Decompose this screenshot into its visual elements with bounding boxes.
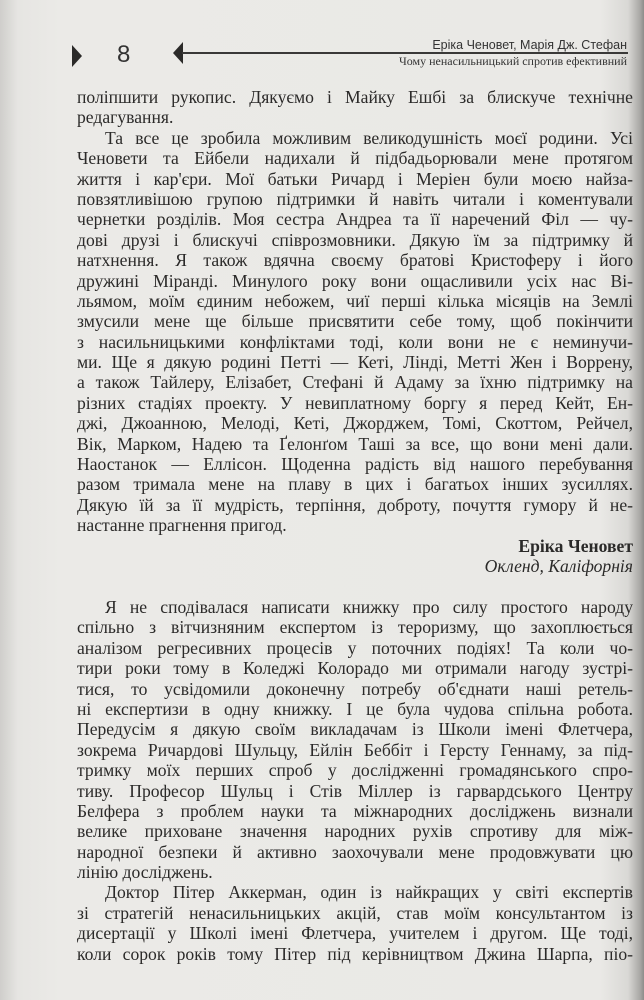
- text-line: аналізом регресивних процесів у поточних подіях! Та коли чо-: [77, 637, 633, 658]
- text-line: поліпшити рукопис. Дякуємо і Майку Ешбі за блискуче технічне: [77, 87, 633, 107]
- acknowledgements-section-1: [77, 87, 633, 576]
- header-authors: Еріка Ченовет, Марія Дж. Стефан: [432, 38, 627, 52]
- text-line: Дякую їй за її мудрість, терпіння, доброту, почуття гумору й не-: [77, 494, 633, 515]
- text-line: Наостанок — Еллісон. Щоденна радість від нашого перебування: [77, 454, 633, 475]
- text-line: Передусім я дякую своїм викладачам із Школи імені Флетчера,: [77, 719, 633, 740]
- text-line: Я не сподівалася написати книжку про силу простого народу: [105, 597, 633, 617]
- text-line: змусили мене ще більше присвятити себе тому, щоб покінчити: [77, 311, 633, 332]
- signature-name: Еріка Ченовет: [518, 535, 633, 556]
- text-line: життя і кар'єри. Мої батьки Ричард і Меріен були моєю найза-: [77, 168, 633, 189]
- text-line: зі стратегій ненасильницьких акцій, став моїм консультантом із: [77, 902, 633, 923]
- page-number: 8: [117, 41, 131, 68]
- text-line: народної безпеки й активно заохочували мене продовжувати цю: [77, 841, 633, 862]
- text-line: зокрема Ричардові Шульцу, Ейлін Беббіт і Герсту Геннаму, за під-: [77, 739, 633, 760]
- triangle-right-icon: [72, 45, 82, 67]
- text-line: лінію досліджень.: [77, 862, 213, 883]
- text-line: дружині Міранді. Минулого року вони ощасливили усіх нас Ві-: [77, 270, 633, 291]
- text-line: разом тримала мене на плаву в цих і багатьох інших зусиллях.: [77, 474, 633, 495]
- signature-place: Окленд, Каліфорнія: [484, 555, 633, 576]
- text-line: спільно з вітчизняним експертом із тероризму, що захоплюється: [77, 617, 633, 638]
- text-line: Доктор Пітер Аккерман, один із найкращих у світі експертів: [105, 882, 633, 903]
- text-line: дові друзі і блискучі співрозмовники. Дякую їм за підтримку й: [77, 229, 633, 250]
- text-line: повзятливішою групою підтримки й навіть читали і коментували: [77, 188, 633, 209]
- text-line: джі, Джоанною, Мелоді, Кеті, Джорджем, Томі, Скоттом, Рейчел,: [77, 413, 633, 434]
- header-book-title: Чому ненасильницький спротив ефективний: [398, 54, 627, 68]
- text-line: ні експертизи в одну книжку. І це була чудова спільна робота.: [77, 698, 633, 719]
- text-line: тири роки тому в Коледжі Колорадо ми отримали нагоду зустрі-: [77, 658, 633, 679]
- text-line: тиву. Професор Шульц і Стів Міллер із гарвардського Центру: [77, 780, 633, 801]
- text-line: натхнення. Я також вдячна своєму братові Кристоферу і його: [77, 250, 633, 271]
- text-line: льямом, моїм єдиним небожем, чиї перші кілька місяців на Землі: [77, 290, 633, 311]
- text-line: велике приховане значення народних рухів спротиву для між-: [77, 821, 633, 842]
- text-line: дисертації у Школі імені Флетчера, учителем і другом. Ще тоді,: [77, 923, 633, 944]
- text-line: Белфера з проблем науки та міжнародних досліджень визнали: [77, 800, 633, 821]
- text-line: тримку моїх перших спроб у дослідженні громадянського спро-: [77, 760, 633, 781]
- text-line: а також Тайлеру, Елізабет, Стефані й Адаму за їхню підтримку на: [77, 372, 633, 393]
- text-line: настанне прагнення пригод.: [77, 515, 287, 536]
- text-line: редагування.: [77, 107, 174, 128]
- text-line: ми. Ще я дякую родині Петті — Кеті, Лінді, Метті Жен і Воррену,: [77, 352, 633, 373]
- text-line: різних стадіях проекту. У невиплатному боргу я перед Кейт, Ен-: [77, 392, 633, 413]
- text-line: Вік, Марком, Надею та Ґелонґом Таші за все, що вони мені дали.: [77, 433, 633, 454]
- text-line: Та все це зробила можливим великодушність моєї родини. Усі: [105, 127, 633, 148]
- text-line: чернетки розділів. Моя сестра Андреа та її наречений Філ — чу-: [77, 209, 633, 230]
- text-line: Ченовети та Ейбели надихали й підбадьорювали мене протягом: [77, 148, 633, 169]
- acknowledgements-section-2: [77, 597, 633, 964]
- text-line: тися, то усвідомили доконечну потребу об'єднати наші ретель-: [77, 678, 633, 699]
- text-line: коли сорок років тому Пітер під керівництвом Джина Шарпа, піо-: [77, 943, 633, 964]
- text-line: з насильницькими конфліктами тоді, коли вони не є неминучи-: [77, 331, 633, 352]
